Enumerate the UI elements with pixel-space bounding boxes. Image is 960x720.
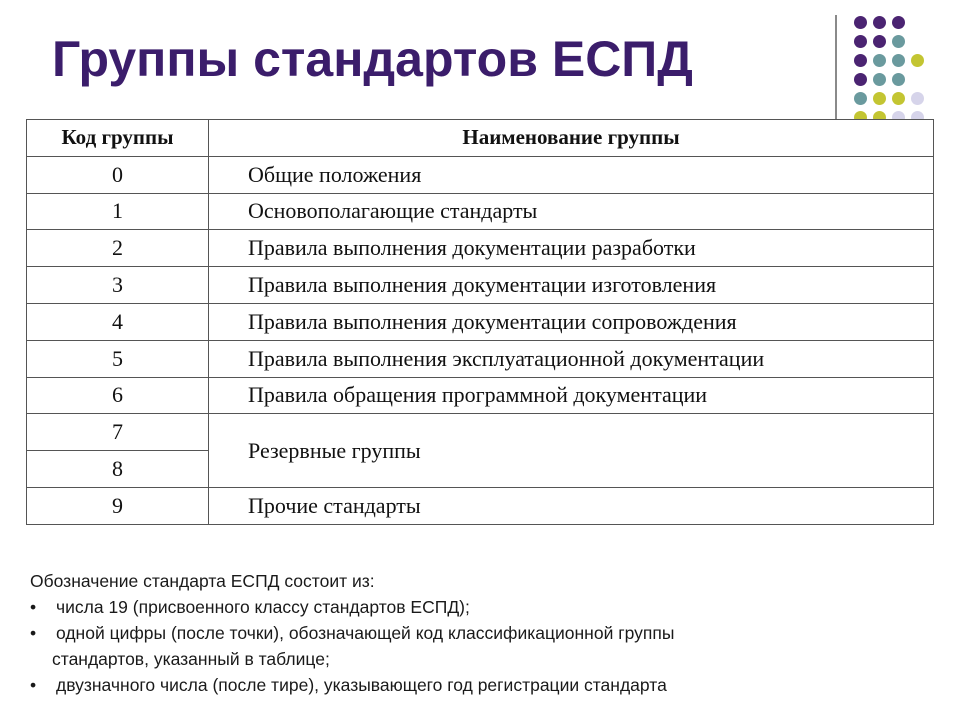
cell-code: 2 bbox=[27, 230, 209, 267]
list-item bbox=[30, 620, 930, 646]
decorative-dot bbox=[854, 54, 867, 67]
list-item-text: одной цифры (после точки), обозначающей код классификационной группы bbox=[56, 623, 675, 643]
decorative-dot bbox=[873, 54, 886, 67]
decorative-dot bbox=[873, 16, 886, 29]
cell-name: Правила выполнения эксплуатационной документации bbox=[209, 340, 934, 377]
cell-code: 5 bbox=[27, 340, 209, 377]
cell-name: Правила обращения программной документации bbox=[209, 377, 934, 414]
decorative-dot bbox=[854, 16, 867, 29]
decorative-dot bbox=[854, 92, 867, 105]
table-row bbox=[27, 340, 934, 377]
cell-code: 3 bbox=[27, 267, 209, 304]
cell-code: 9 bbox=[27, 487, 209, 524]
bullet-icon: • bbox=[30, 675, 37, 695]
decorative-dot bbox=[854, 73, 867, 86]
list-item-text: числа 19 (присвоенного классу стандартов ЕСПД); bbox=[56, 597, 470, 617]
cell-name: Общие положения bbox=[209, 156, 934, 193]
cell-code: 6 bbox=[27, 377, 209, 414]
table-row bbox=[27, 230, 934, 267]
cell-code: 8 bbox=[27, 451, 209, 488]
cell-name: Основополагающие стандарты bbox=[209, 193, 934, 230]
list-item bbox=[30, 672, 930, 698]
notes-block bbox=[30, 568, 930, 698]
cell-code: 1 bbox=[27, 193, 209, 230]
table-row bbox=[27, 414, 934, 451]
decorative-dot bbox=[892, 73, 905, 86]
decorative-dot bbox=[892, 35, 905, 48]
header-code: Код группы bbox=[27, 120, 209, 157]
table-row bbox=[27, 156, 934, 193]
table-row bbox=[27, 193, 934, 230]
list-item bbox=[30, 594, 930, 620]
page-title: Группы стандартов ЕСПД bbox=[52, 31, 693, 87]
bullet-icon: • bbox=[30, 597, 37, 617]
decorative-dot bbox=[892, 92, 905, 105]
cell-name-reserved: Резервные группы bbox=[209, 414, 934, 488]
cell-name: Правила выполнения документации разработки bbox=[209, 230, 934, 267]
decorative-dot bbox=[873, 73, 886, 86]
decorative-dot bbox=[911, 92, 924, 105]
cell-name: Правила выполнения документации изготовления bbox=[209, 267, 934, 304]
header-name: Наименование группы bbox=[209, 120, 934, 157]
cell-code: 0 bbox=[27, 156, 209, 193]
cell-code: 4 bbox=[27, 303, 209, 340]
groups-table bbox=[26, 119, 934, 525]
table-row bbox=[27, 377, 934, 414]
table-row bbox=[27, 267, 934, 304]
table-row bbox=[27, 303, 934, 340]
decorative-dot bbox=[873, 35, 886, 48]
list-item-continuation: стандартов, указанный в таблице; bbox=[52, 649, 330, 669]
list-item-text: двузначного числа (после тире), указывающего год регистрации стандарта bbox=[56, 675, 667, 695]
decorative-dot bbox=[892, 54, 905, 67]
decorative-dot bbox=[854, 35, 867, 48]
table-header-row bbox=[27, 120, 934, 157]
notes-intro: Обозначение стандарта ЕСПД состоит из: bbox=[30, 571, 375, 591]
decorative-dot bbox=[892, 16, 905, 29]
cell-code: 7 bbox=[27, 414, 209, 451]
bullet-icon: • bbox=[30, 623, 37, 643]
decorative-dot bbox=[873, 92, 886, 105]
table-row bbox=[27, 487, 934, 524]
cell-name: Прочие стандарты bbox=[209, 487, 934, 524]
decorative-dot bbox=[911, 54, 924, 67]
cell-name: Правила выполнения документации сопровождения bbox=[209, 303, 934, 340]
